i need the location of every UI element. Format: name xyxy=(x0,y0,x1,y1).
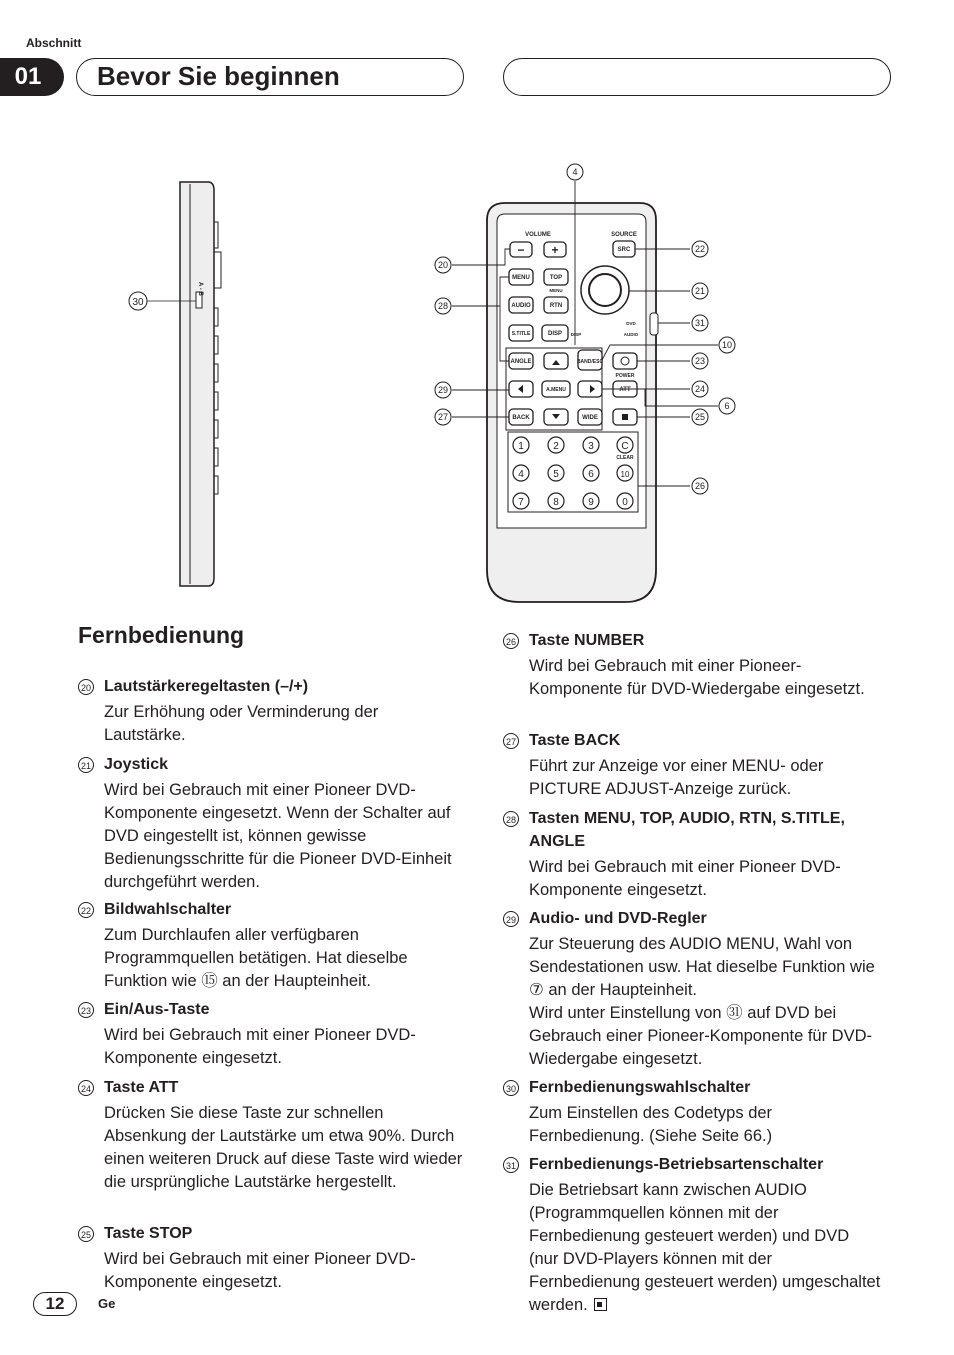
item-title: Lautstärkeregeltasten (–/+) xyxy=(104,678,309,695)
callout-23-label: 23 xyxy=(694,356,706,366)
plus-label: + xyxy=(551,243,559,257)
callout-4-label: 4 xyxy=(572,167,578,177)
top-label: TOP xyxy=(549,275,563,281)
key-8-label: 8 xyxy=(553,497,559,508)
power-label: POWER xyxy=(615,373,635,379)
callout-28-label: 28 xyxy=(437,301,449,311)
callout-26-label: 26 xyxy=(694,481,706,491)
disp-label: DISP xyxy=(547,331,563,337)
item-title: Joystick xyxy=(104,756,169,773)
callout-27-label: 27 xyxy=(437,412,449,422)
item-number: 27 xyxy=(503,733,519,749)
minus-label: − xyxy=(517,243,525,257)
item-body: Wird bei Gebrauch mit einer Pioneer DVD-Komponente eingesetzt. xyxy=(529,858,841,899)
callout-10-label: 10 xyxy=(721,340,733,350)
item-body: Zur Erhöhung oder Verminderung der Lautstärke. xyxy=(104,703,379,744)
remote-control-figure xyxy=(0,150,954,610)
page-number: 12 xyxy=(33,1292,77,1316)
item-number: 24 xyxy=(78,1080,94,1096)
item-body: Zum Durchlaufen aller verfügbaren Programmquellen betätigen. Hat dieselbe Funktion wie ⑮ an der Haupteinheit. xyxy=(104,926,408,990)
amenu-label: A.MENU xyxy=(546,387,566,393)
item-body: Zum Einstellen des Codetyps der Fernbedienung. (Siehe Seite 66.) xyxy=(529,1104,773,1145)
remote-side-view xyxy=(147,182,221,586)
key-9-label: 9 xyxy=(588,497,594,508)
item-number: 21 xyxy=(78,757,94,773)
item-title: Fernbedienungs-Betriebsartenschalter xyxy=(529,1156,824,1173)
key-1-label: 1 xyxy=(518,441,524,452)
item-body: Wird bei Gebrauch mit einer Pioneer DVD-Komponente eingesetzt. xyxy=(104,1026,416,1067)
chapter-number: 01 xyxy=(0,58,64,96)
item-title: Tasten MENU, TOP, AUDIO, RTN, S.TITLE, xyxy=(529,810,845,827)
clear-label: CLEAR xyxy=(616,455,634,461)
item-title: Taste ATT xyxy=(104,1079,179,1096)
callout-22-label: 22 xyxy=(694,244,706,254)
item-body xyxy=(529,1179,881,1317)
item-body: Drücken Sie diese Taste zur schnellen Absenkung der Lautstärke um etwa 90%. Durch einen weiteren Druck auf diese Taste wird wieder die ursprüngliche Lautstärke hergestellt. xyxy=(104,1104,463,1191)
chapter-title: Bevor Sie beginnen xyxy=(76,58,464,96)
key-7-label: 7 xyxy=(518,497,524,508)
item-number: 28 xyxy=(503,811,519,827)
item-title-continued: ANGLE xyxy=(529,833,585,850)
item-number: 23 xyxy=(78,1002,94,1018)
section-heading: Fernbedienung xyxy=(78,622,245,648)
item-number: 26 xyxy=(503,633,519,649)
callout-29-label: 29 xyxy=(437,385,449,395)
angle-label: ANGLE xyxy=(510,359,532,365)
language-code: Ge xyxy=(98,1296,116,1311)
key-5-label: 5 xyxy=(553,469,559,480)
key-2-label: 2 xyxy=(553,441,559,452)
item-body: Führt zur Anzeige vor einer MENU- oder PICTURE ADJUST-Anzeige zurück. xyxy=(529,757,824,798)
callout-31-label: 31 xyxy=(694,318,706,328)
wide-label: WIDE xyxy=(582,415,598,421)
item-body-text: Die Betriebsart kann zwischen AUDIO (Programmquellen können mit der Fernbedienung gesteuert werden) und DVD (nur DVD-Players können mit der Fernbedienung gesteuert werden) umgeschaltet werden. xyxy=(529,1181,881,1314)
item-body-continued: Wird unter Einstellung von ㉛ auf DVD bei Gebrauch einer Pioneer-Komponente für DVD-Wiedergabe eingesetzt. xyxy=(529,1004,873,1068)
disp-sub-label: DISP xyxy=(570,332,582,337)
item-body: Wird bei Gebrauch mit einer Pioneer DVD-Komponente eingesetzt. xyxy=(104,1250,416,1291)
callout-30-label: 30 xyxy=(132,297,144,308)
audio-switch-label: AUDIO xyxy=(623,332,639,337)
dvd-switch-label: DVD xyxy=(626,321,636,326)
item-title: Bildwahlschalter xyxy=(104,901,232,918)
key-c-label: C xyxy=(621,441,629,452)
volume-label: VOLUME xyxy=(525,232,551,238)
stitle-label: S.TITLE xyxy=(511,331,531,337)
item-title: Taste NUMBER xyxy=(529,632,645,649)
band-label: BAND/ESC xyxy=(576,359,604,365)
item-body: Zur Steuerung des AUDIO MENU, Wahl von Sendestationen usw. Hat dieselbe Funktion wie ⑦ an der Haupteinheit. xyxy=(529,935,875,999)
key-4-label: 4 xyxy=(518,469,524,480)
key-0-label: 0 xyxy=(622,497,628,508)
item-number: 20 xyxy=(78,679,94,695)
callout-25-label: 25 xyxy=(694,412,706,422)
src-label: SRC xyxy=(617,247,631,253)
callout-6-label: 6 xyxy=(724,401,730,411)
power-button xyxy=(613,353,637,369)
section-label: Abschnitt xyxy=(26,36,82,50)
item-title: Audio- und DVD-Regler xyxy=(529,910,707,927)
item-title: Ein/Aus-Taste xyxy=(104,1001,210,1018)
stop-square-icon xyxy=(622,414,628,420)
top-sub-label: MENU xyxy=(549,288,563,293)
side-switch-label: A - B xyxy=(197,282,203,296)
callout-20-label: 20 xyxy=(437,260,449,270)
item-body: Wird bei Gebrauch mit einer Pioneer-Komponente für DVD-Wiedergabe eingesetzt. xyxy=(529,657,865,698)
key-6-label: 6 xyxy=(588,469,594,480)
item-body: Wird bei Gebrauch mit einer Pioneer DVD-Komponente eingesetzt. Wenn der Schalter auf DVD eingestellt ist, können gewisse Bedienungsschritte für die Pioneer DVD-Einheit durchgeführt werden. xyxy=(104,781,452,891)
item-title: Taste BACK xyxy=(529,732,621,749)
back-label: BACK xyxy=(512,415,530,421)
key-10-label: 10 xyxy=(620,470,630,479)
remote-front-view xyxy=(487,203,658,602)
menu-label: MENU xyxy=(512,275,530,281)
item-title: Taste STOP xyxy=(104,1225,193,1242)
callout-21-label: 21 xyxy=(694,286,706,296)
audio-label: AUDIO xyxy=(511,303,531,309)
item-number: 25 xyxy=(78,1226,94,1242)
end-of-section-icon xyxy=(594,1298,607,1311)
item-number: 29 xyxy=(503,911,519,927)
item-number: 31 xyxy=(503,1157,519,1173)
item-number: 30 xyxy=(503,1080,519,1096)
header-empty-box xyxy=(503,58,891,96)
item-number: 22 xyxy=(78,902,94,918)
callout-24-label: 24 xyxy=(694,384,706,394)
item-title: Fernbedienungswahlschalter xyxy=(529,1079,751,1096)
key-3-label: 3 xyxy=(588,441,594,452)
att-label: ATT xyxy=(619,387,631,393)
source-label: SOURCE xyxy=(611,232,637,238)
rtn-label: RTN xyxy=(549,303,563,309)
